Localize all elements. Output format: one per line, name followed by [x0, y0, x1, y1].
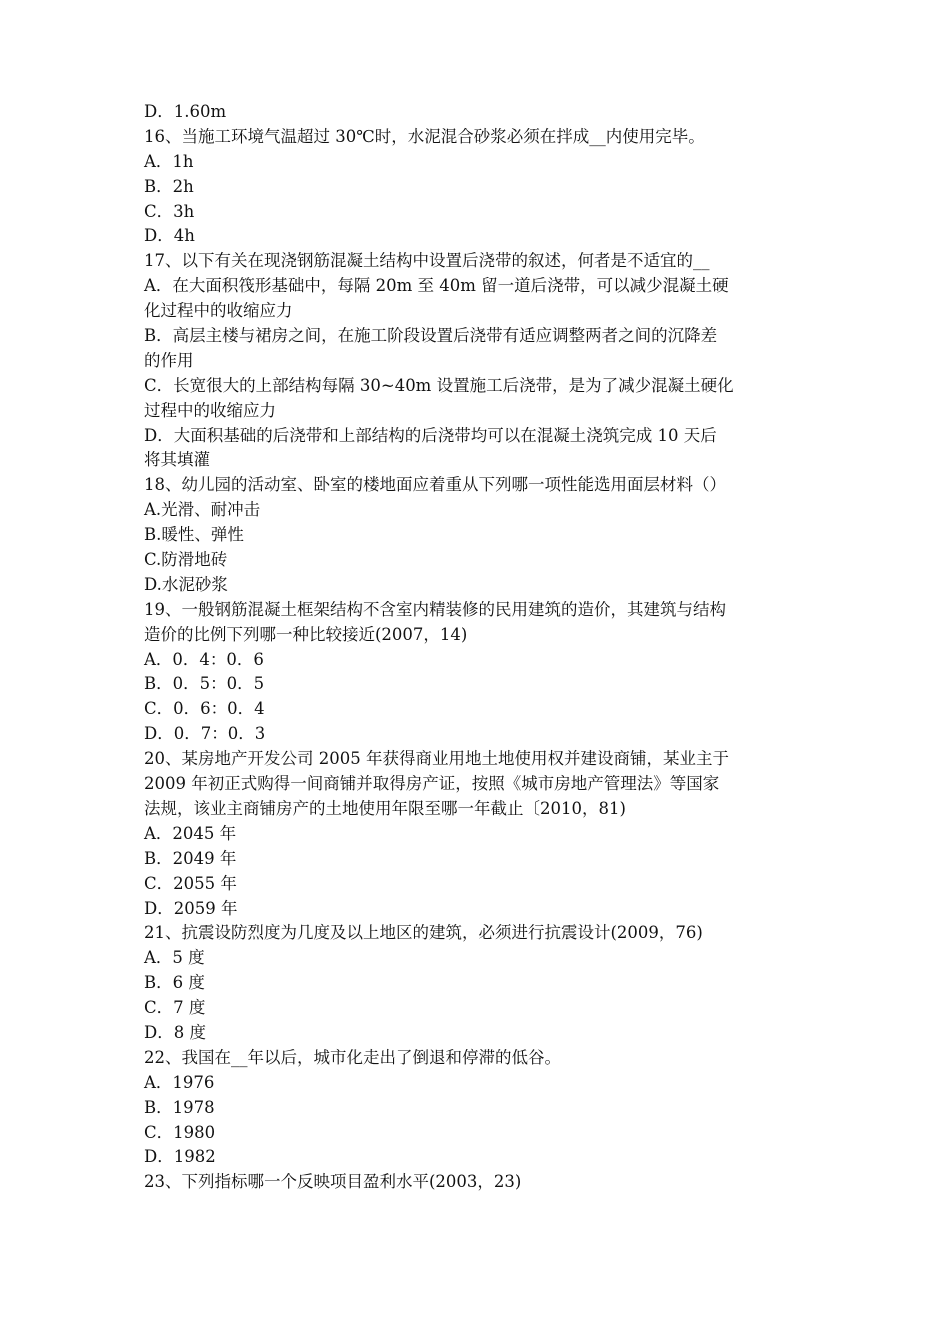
option-line: B．高层主楼与裙房之间，在施工阶段设置后浇带有适应调整两者之间的沉降差 — [144, 326, 718, 346]
option-line-continued: 过程中的收缩应力 — [144, 400, 276, 420]
question-20-continued: 2009 年初正式购得一间商铺并取得房产证，按照《城市房地产管理法》等国家 — [144, 774, 720, 794]
question-18: 18、幼儿园的活动室、卧室的楼地面应着重从下列哪一项性能选用面层材料（） — [144, 475, 726, 495]
question-20-continued: 法规，该业主商铺房产的土地使用年限至哪一年截止〔2010，81) — [144, 798, 626, 818]
question-21: 21、抗震设防烈度为几度及以上地区的建筑，必须进行抗震设计(2009，76) — [144, 923, 703, 943]
question-16: 16、当施工环境气温超过 30℃时，水泥混合砂浆必须在拌成__内使用完毕。 — [144, 126, 705, 146]
option-line-continued: 的作用 — [144, 350, 194, 370]
document-page — [144, 100, 810, 1195]
option-line: D．8 度 — [144, 1022, 206, 1042]
option-line: D．0．7：0．3 — [144, 724, 266, 744]
option-line: A．2045 年 — [144, 823, 237, 843]
option-line: C．长宽很大的上部结构每隔 30~40m 设置施工后浇带，是为了减少混凝土硬化 — [144, 375, 734, 395]
question-22: 22、我国在__年以后，城市化走出了倒退和停滞的低谷。 — [144, 1047, 561, 1067]
option-line: A．在大面积筏形基础中，每隔 20m 至 40m 留一道后浇带，可以减少混凝土硬 — [144, 276, 729, 296]
option-line: A．0．4：0．6 — [144, 649, 264, 669]
option-line: B．2049 年 — [144, 848, 237, 868]
option-line: C．3h — [144, 201, 195, 221]
option-line: B.暖性、弹性 — [144, 525, 244, 545]
option-line: C．2055 年 — [144, 873, 237, 893]
option-line-continued: 将其填灌 — [144, 450, 210, 470]
option-line: C.防滑地砖 — [144, 550, 228, 570]
question-20: 20、某房地产开发公司 2005 年获得商业用地土地使用权并建设商铺，某业主于 — [144, 749, 729, 769]
option-line: D．1982 — [144, 1147, 216, 1167]
option-line: B．1978 — [144, 1097, 215, 1117]
option-line: A．1976 — [144, 1072, 215, 1092]
option-line: A．5 度 — [144, 948, 205, 968]
option-line: D．4h — [144, 226, 195, 246]
option-line: C．7 度 — [144, 998, 206, 1018]
option-line: B．2h — [144, 176, 194, 196]
option-line-continued: 化过程中的收缩应力 — [144, 301, 293, 321]
option-line: B．6 度 — [144, 973, 205, 993]
option-line: B．0．5：0．5 — [144, 674, 265, 694]
option-line: D.水泥砂浆 — [144, 574, 228, 594]
question-19-continued: 造价的比例下列哪一种比较接近(2007，14) — [144, 624, 468, 644]
option-line: C．1980 — [144, 1122, 216, 1142]
option-line: D．1.60m — [144, 102, 227, 121]
option-line: D．2059 年 — [144, 898, 238, 918]
option-line: D．大面积基础的后浇带和上部结构的后浇带均可以在混凝土浇筑完成 10 天后 — [144, 425, 717, 445]
question-19: 19、一般钢筋混凝土框架结构不含室内精装修的民用建筑的造价，其建筑与结构 — [144, 599, 726, 619]
question-23: 23、下列指标哪一个反映项目盈利水平(2003，23) — [144, 1172, 522, 1192]
option-line: C．0．6：0．4 — [144, 699, 265, 719]
option-line: A．1h — [144, 151, 194, 171]
option-line: A.光滑、耐冲击 — [144, 500, 261, 520]
question-17: 17、以下有关在现浇钢筋混凝土结构中设置后浇带的叙述，何者是不适宜的__ — [144, 251, 710, 271]
